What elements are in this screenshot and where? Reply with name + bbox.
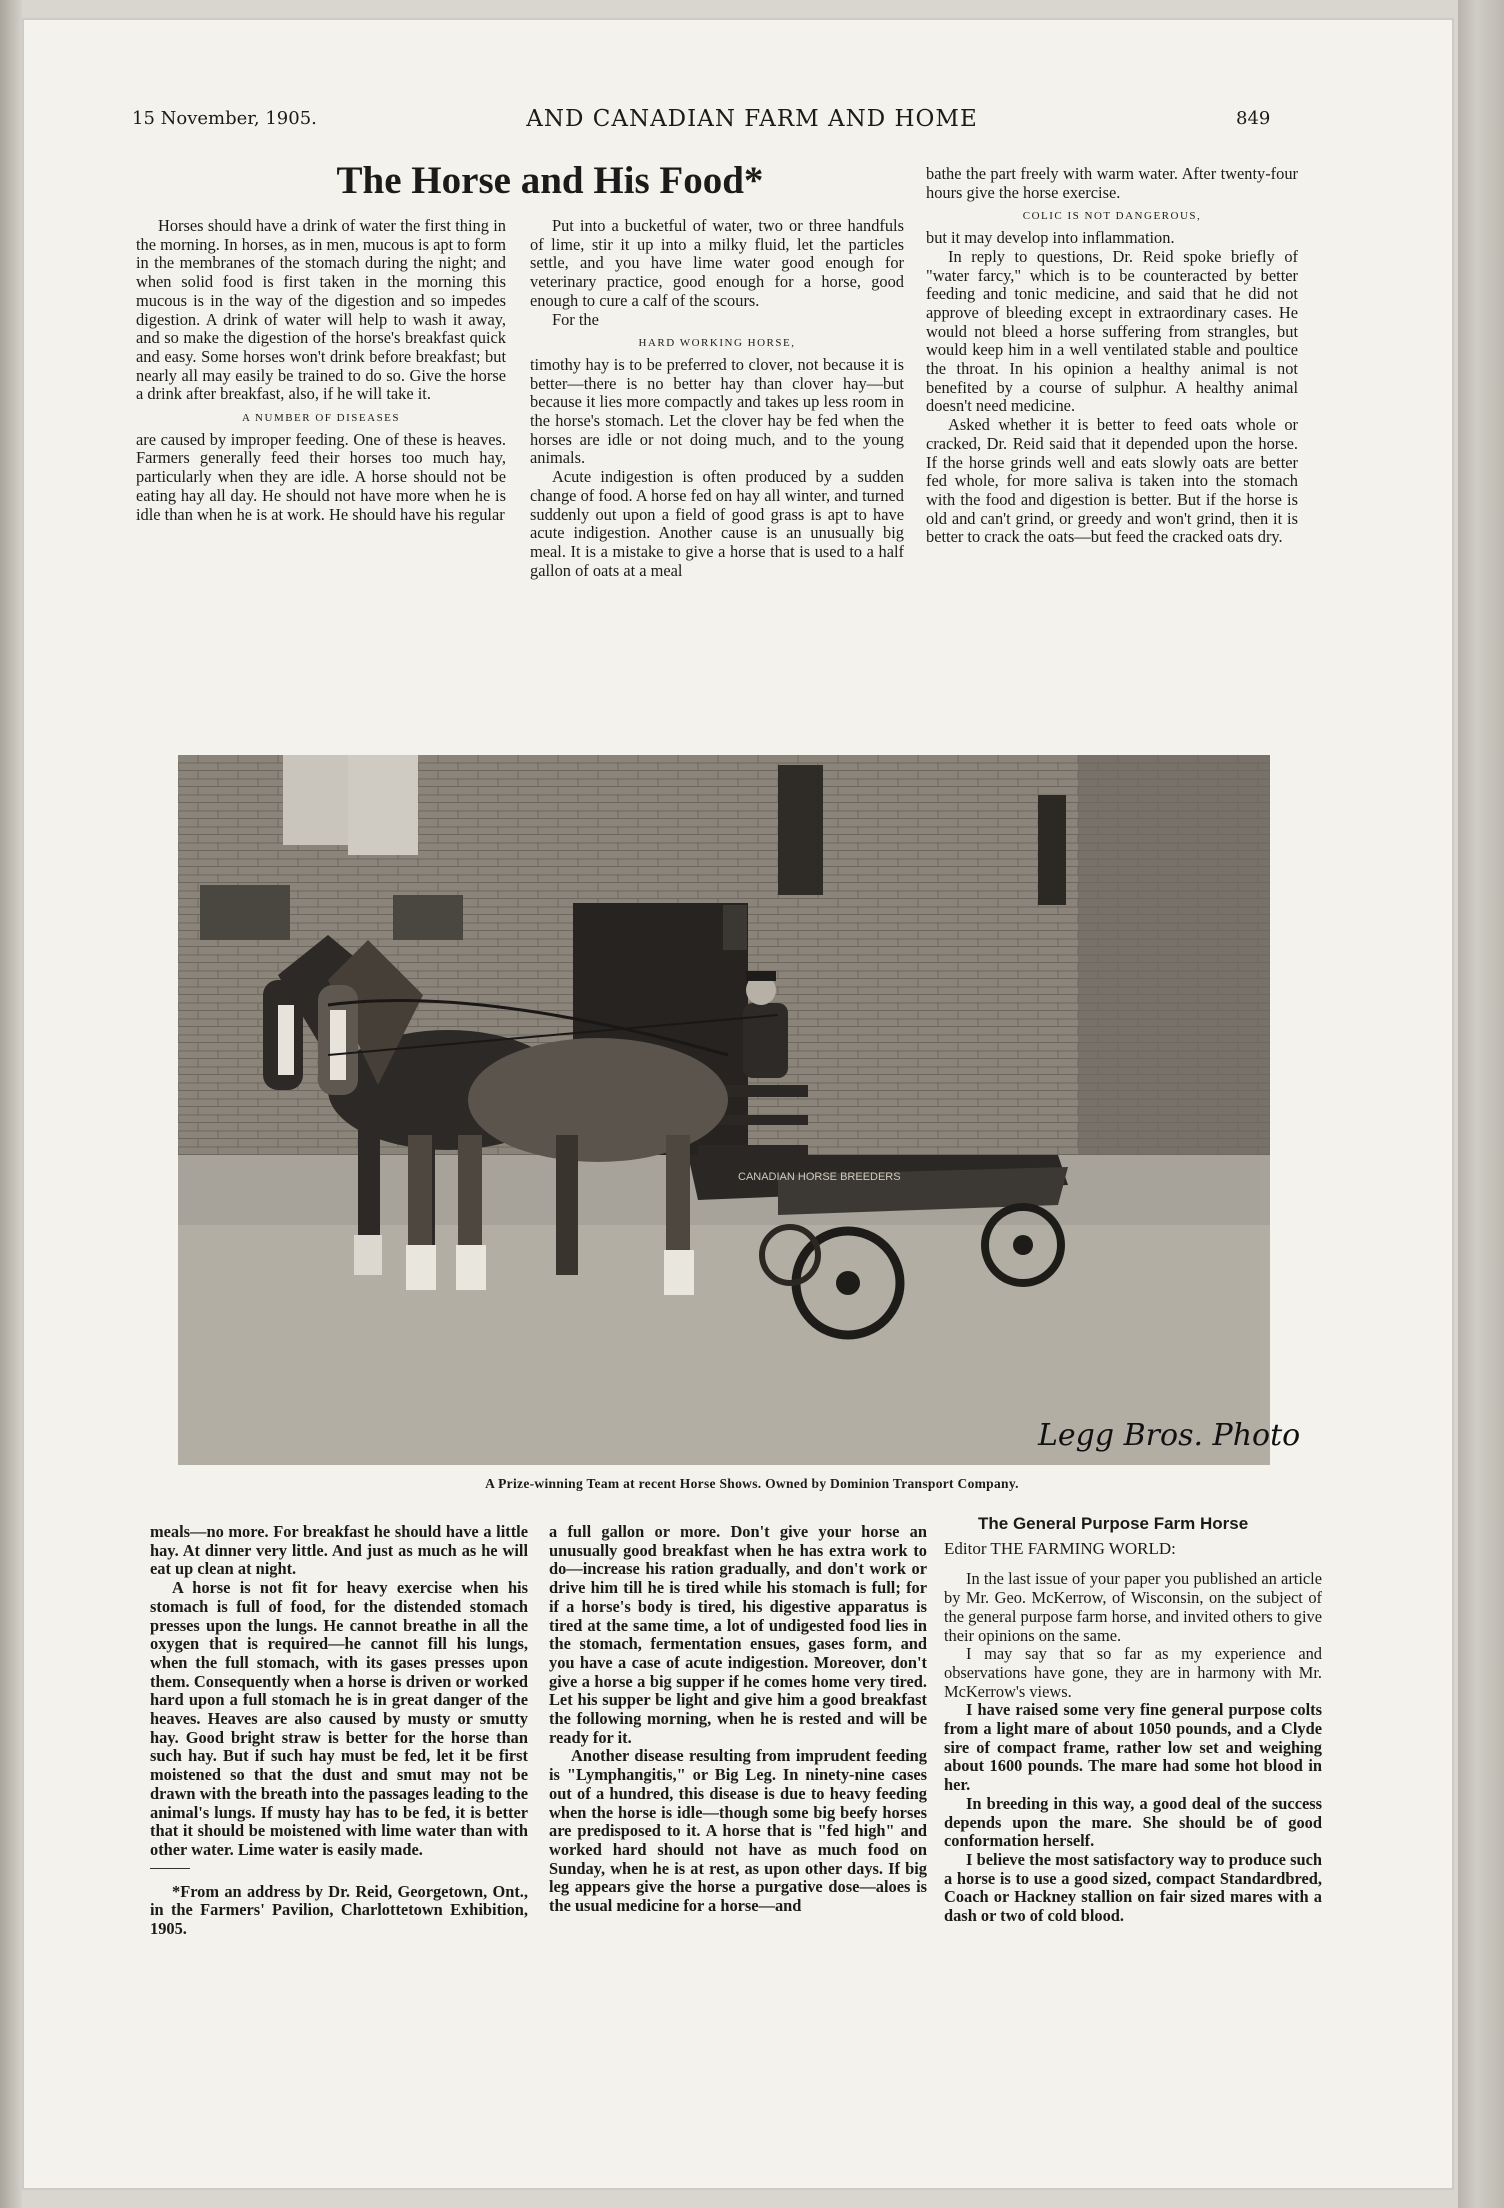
paragraph: meals—no more. For breakfast he should have a little hay. At dinner very little. And just as much as he will eat up clean at night. (150, 1522, 528, 1579)
paragraph: Acute indigestion is often produced by a sudden change of food. A horse fed on hay all winter, and turned suddenly out upon a field of good grass is apt to have acute indigestion. Another cause is an unusually big meal. It is a mistake to give a horse that is used to a half gallon of oats at a meal (530, 467, 904, 580)
paragraph: In reply to questions, Dr. Reid spoke briefly of "water farcy," which is to be counteracted by better feeding and tonic medicine, and said that he did not approve of bleeding except in extraordinary cases. He would not bleed a horse suffering from strangles, but would keep him in a well ventilated stable and poultice the throat. In his opinion a healthy animal is not benefited by a course of sulphur. A healthy animal doesn't need medicine. (926, 246, 1298, 416)
article-column-2 (530, 217, 904, 580)
scan-left-edge (0, 0, 22, 2208)
paragraph: Put into a bucketful of water, two or three handfuls of lime, stir it up into a milky fluid, let the particles settle, and you have lime water good enough for veterinary practice, good enough for a horse, good enough to cure a calf of the scours. (530, 216, 904, 310)
team-photograph (178, 755, 1301, 1465)
paragraph: Horses should have a drink of water the first thing in the morning. In horses, as in men, mucous is apt to form in the membranes of the stomach during the night; and when solid food is first taken in the morning this mucous is in the way of the digestion and so impedes digestion. A drink of water will help to wash it away, and so make the digestion of the horse's breakfast quick and easy. Some horses won't drink before breakfast; but nearly all may easily be trained to do so. Give the horse a drink after breakfast, also, if he will take it. (136, 216, 506, 404)
issue-date: 15 November, 1905. (132, 108, 317, 129)
paragraph: a full gallon or more. Don't give your horse an unusually good breakfast when he has extra work to do—increase his ration gradually, and don't work or drive him till he is tired while his stomach is full; for if a horse's body is tired, his digestive apparatus is tired at the same time, a lot of undigested food lies in the stomach, fermentation ensues, gases form, and you have a case of acute indigestion. Moreover, don't give a horse a big supper if he comes home very tired. Let his supper be light and give him a good breakfast the following morning, when he is rested and will be ready for it. (549, 1522, 927, 1747)
photographer-signature: Legg Bros. Photo (1038, 1418, 1301, 1453)
article-title: The Horse and His Food* (336, 159, 764, 202)
running-head: AND CANADIAN FARM AND HOME (526, 106, 978, 132)
paragraph: but it may develop into inflammation. (926, 228, 1175, 248)
page-number: 849 (1236, 108, 1271, 129)
continued-column-2 (549, 1523, 927, 1916)
wagon-lettering: CANADIAN HORSE BREEDERS (738, 1171, 901, 1183)
continued-column-1 (150, 1523, 528, 1939)
subheading: COLIC IS NOT DANGEROUS, (1022, 210, 1202, 223)
footnote-rule (150, 1868, 190, 1869)
photo-caption: A Prize-winning Team at recent Horse Shows. Owned by Dominion Transport Company. (485, 1476, 1019, 1491)
paragraph: I have raised some very fine general purpose colts from a light mare of about 1050 pounds, and a Clyde sire of compact frame, rather low set and weighing about 1600 pounds. The mare had some hot blood in her. (944, 1700, 1322, 1795)
footnote: *From an address by Dr. Reid, Georgetown, Ont., in the Farmers' Pavilion, Charlottetown Exhibition, 1905. (150, 1881, 528, 1939)
letter-salutation: Editor THE FARMING WORLD: (944, 1538, 1176, 1558)
scan-right-edge (1458, 0, 1504, 2208)
paragraph: In the last issue of your paper you published an article by Mr. Geo. McKerrow, of Wisconsin, on the subject of the general purpose farm horse, and invited others to give their opinions on the same. (944, 1569, 1322, 1645)
paragraph: Another disease resulting from imprudent feeding is "Lymphangitis," or Big Leg. In ninety-nine cases out of a hundred, this disease is due to heavy feeding when the horse is idle—though some big beefy horses are predisposed to it. A horse that is "fed high" and worked hard should not have as much food on Sunday, when he is at rest, as upon other days. If big leg appears give the horse a purgative dose—aloes is the usual medicine for a horse—and (549, 1746, 927, 1916)
subheading: HARD WORKING HORSE, (638, 337, 796, 350)
horse-team-illustration (178, 755, 1301, 1465)
paragraph: I believe the most satisfactory way to produce such a horse is to use a good sized, compact Standardbred, Coach or Hackney stallion on fair sized mares with a dash or two of cold blood. (944, 1849, 1322, 1926)
letter-column (944, 1515, 1322, 1926)
article-column-1 (136, 217, 506, 524)
paragraph: are caused by improper feeding. One of these is heaves. Farmers generally feed their horses too much hay, particularly when they are idle. A horse should not be eating hay all day. He should not have more when he is idle than when he is at work. He should have his regular (136, 429, 506, 524)
paragraph: bathe the part freely with warm water. After twenty-four hours give the horse exercise. (926, 164, 1298, 202)
paragraph: A horse is not fit for heavy exercise when his stomach is full of food, for the distended stomach presses upon the lungs. He cannot breathe in all the oxygen that is required—he cannot fill his lungs, when the full stomach, with its gases presses upon them. Consequently when a horse is driven or worked hard upon a full stomach he is in great danger of the heaves. Heaves are also caused by musty or smutty hay. Good bright straw is better for the horse than such hay. But if such hay must be fed, let it be first moistened so that the dust and smut may not be drawn with the breath into the passages leading to the animal's lungs. If musty hay has to be fed, it is better that it should be moistened with lime water than with other water. Lime water is easily made. (150, 1578, 528, 1859)
paragraph: I may say that so far as my experience and observations have gone, they are in harmony with Mr. McKerrow's views. (944, 1644, 1322, 1701)
paragraph: timothy hay is to be preferred to clover, not because it is better—there is no better hay than clover hay—but because it lies more compactly and takes up less room in the horse's stomach. Let the clover hay be fed when the horses are idle or not doing much, and to the young animals. (530, 354, 904, 468)
article-column-3 (926, 165, 1298, 547)
subheading: A NUMBER OF DISEASES (241, 412, 401, 425)
letter-heading: The General Purpose Farm Horse (978, 1514, 1249, 1533)
paragraph: For the (552, 309, 599, 329)
paragraph: In breeding in this way, a good deal of the success depends upon the mare. She should be of good conformation herself. (944, 1793, 1322, 1851)
paragraph: Asked whether it is better to feed oats whole or cracked, Dr. Reid said that it depended upon the horse. If the horse grinds well and eats slowly oats are better fed whole, for more saliva is taken into the stomach with the food and digestion is better. But if the horse is old and can't grind, or greedy and won't grind, then it is better to crack the oats—but feed the cracked oats dry. (926, 415, 1298, 547)
